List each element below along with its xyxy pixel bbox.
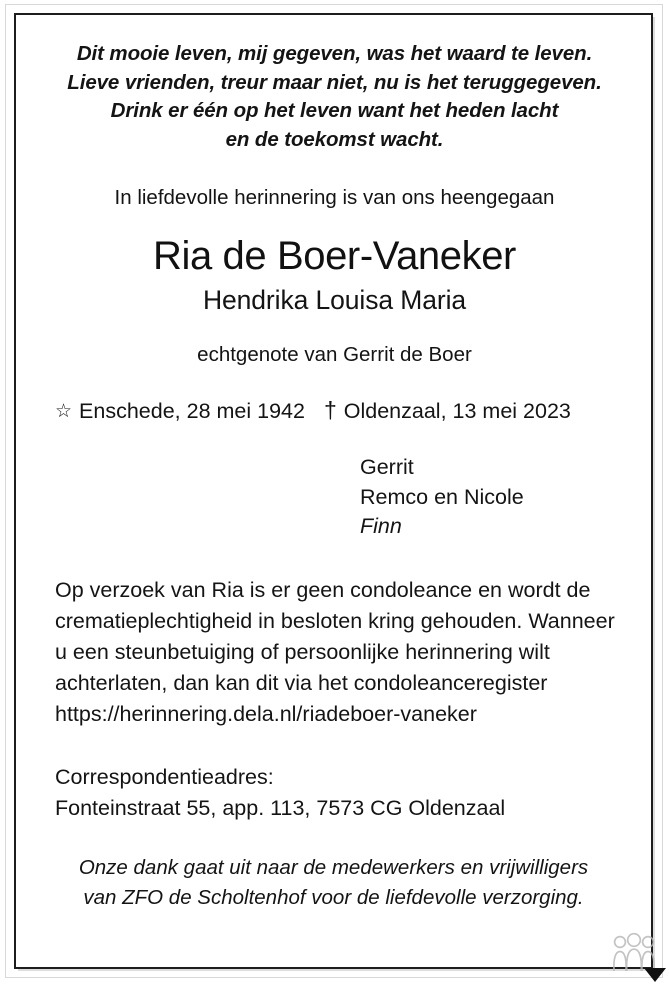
- poem-line-4: en de toekomst wacht.: [225, 127, 444, 151]
- scroll-down-arrow[interactable]: [644, 968, 666, 982]
- cross-dagger-icon: †: [323, 397, 337, 423]
- star-icon: ☆: [55, 401, 73, 422]
- survivor-item: Remco en Nicole: [360, 484, 524, 509]
- death-text: Oldenzaal, 13 mei 2023: [343, 399, 571, 423]
- poem-line-2: Lieve vrienden, treur maar niet, nu is het teruggegeven.: [67, 70, 602, 94]
- poem-block: [42, 13, 627, 154]
- thanks-line-2: van ZFO de Scholtenhof voor de liefdevolle verzorging.: [83, 885, 584, 909]
- correspondence-label: Correspondentieadres:: [55, 764, 274, 789]
- poem-line-1: Dit mooie leven, mij gegeven, was het waard te leven.: [76, 42, 593, 65]
- deceased-name: Ria de Boer-Vaneker: [153, 234, 516, 278]
- obituary-content: [16, 13, 653, 969]
- poem-line-3: Drink er één op het leven want het heden lacht: [110, 99, 559, 122]
- correspondence-address: Fonteinstraat 55, app. 113, 7573 CG Oldenzaal: [55, 795, 506, 820]
- survivor-item: Gerrit: [360, 455, 414, 479]
- correspondence-block: [42, 730, 627, 824]
- birth-entry: [55, 397, 305, 427]
- thanks-line-1: Onze dank gaat uit naar de medewerkers en vrijwilligers: [78, 855, 589, 879]
- deceased-full-name: Hendrika Louisa Maria: [202, 285, 467, 315]
- condoleance-register-url[interactable]: https://herinnering.dela.nl/riadeboer-vaneker: [55, 701, 477, 726]
- dates-row: [42, 368, 627, 427]
- thanks-block: [42, 824, 627, 913]
- birth-text: Enschede, 28 mei 1942: [79, 399, 305, 423]
- intro-line: In liefdevolle herinnering is van ons heengegaan: [114, 186, 555, 209]
- spouse-line: echtgenote van Gerrit de Boer: [197, 343, 472, 366]
- body-paragraph: [42, 542, 627, 730]
- survivors-list: [42, 427, 627, 542]
- death-entry: [324, 396, 571, 425]
- body-text: Op verzoek van Ria is er geen condoleance en wordt de crematieplechtigheid in besloten kring gehouden. Wanneer u een steunbetuiging of persoonlijke herinnering wilt achterlaten, dan kan dit via het condoleanceregister: [55, 577, 615, 695]
- survivor-item: Finn: [360, 514, 402, 538]
